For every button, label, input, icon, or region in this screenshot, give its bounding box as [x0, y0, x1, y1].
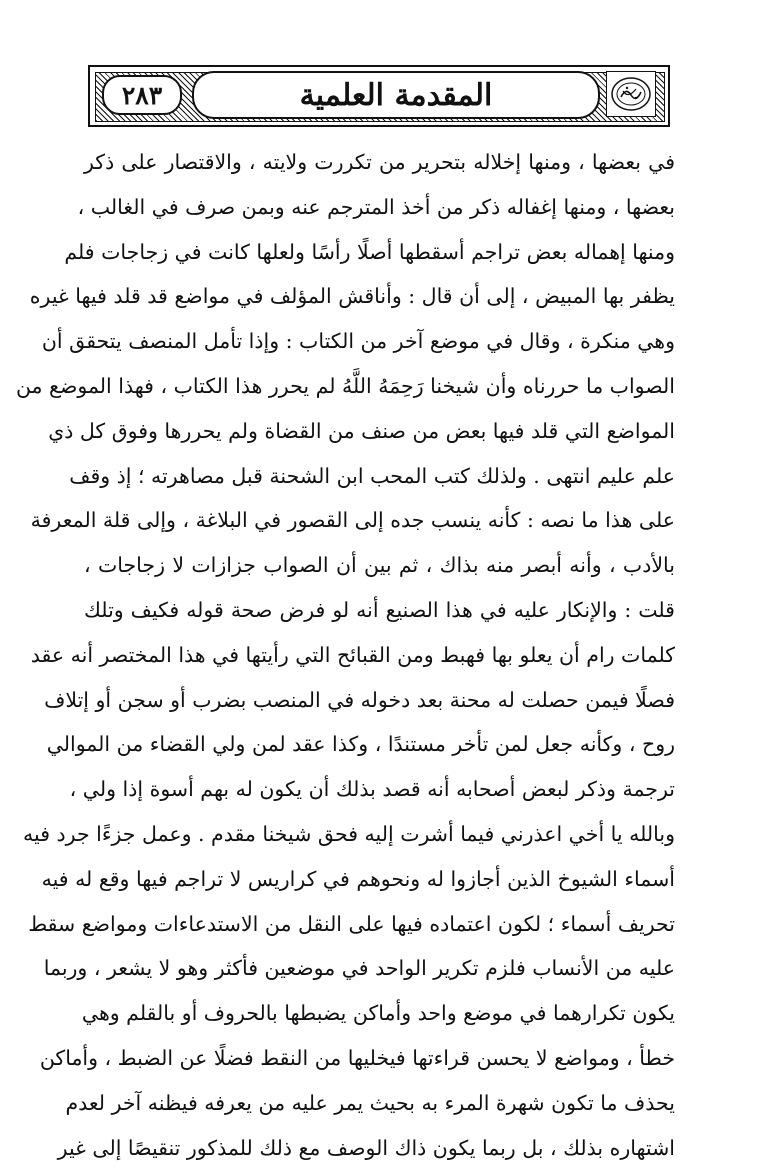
text-line: بعضها ، ومنها إغفاله ذكر من أخذ المترجم عنه وبمن صرف في الغالب ،	[77, 194, 675, 219]
text-line: ومنها إهماله بعض تراجم أسقطها أصلًا رأسًا ولعلها كانت في زجاجات فلم	[64, 239, 675, 264]
text-line: تحريف أسماء ؛ لكون اعتماده فيها على النقل من الاستدعاءات ومواضع سقط	[28, 911, 675, 936]
text-line: يظفر بها المبيض ، إلى أن قال : وأناقش المؤلف في مواضع قد قلد فيها غيره	[29, 284, 675, 309]
text-line: الصواب ما حررناه وأن شيخنا رَحِمَهُ اللَّهُ لم يحرر هذا الكتاب ، فهذا الموضع من	[15, 373, 675, 398]
text-line: ترجمة وذكر لبعض أصحابه أنه قصد بذلك أن يكون له بهم أسوة إذا ولي ،	[69, 777, 675, 802]
text-line: على هذا ما نصه : كأنه ينسب جده إلى القصور في البلاغة ، وإلى قلة المعرفة	[30, 508, 675, 533]
text-line: عليه من الأنساب فلزم تكرير الواحد في موضعين فأكثر وهو لا يشعر ، وربما	[43, 956, 675, 981]
text-line: قلت : والإنكار عليه في هذا الصنيع أنه لو فرض صحة قوله فكيف وتلك	[84, 597, 675, 622]
text-line: يحذف ما تكون شهرة المرء به بحيث يمر عليه من يعرفه فيظنه آخر لعدم	[65, 1090, 675, 1115]
text-line: روح ، وكأنه جعل لمن تأخر مستندًا ، وكذا عقد لمن ولي القضاء من الموالي	[46, 732, 675, 757]
chapter-title: المقدمة العلمية	[192, 71, 600, 119]
text-line: المواضع التي قلد فيها بعض من صنف من القضاة ولم يحررها وفوق كل ذي	[48, 418, 675, 443]
text-line: علم عليم انتهى . ولذلك كتب المحب ابن الشحنة قبل مصاهرته ؛ إذ وقف	[69, 463, 675, 488]
text-line: خطأ ، ومواضع لا يحسن قراءتها فيخليها من النقط فضلًا عن الضبط ، وأماكن	[39, 1045, 675, 1070]
running-header	[88, 65, 670, 127]
text-line: فصلًا فيمن حصلت له محنة بعد دخوله في المنصب بضرب أو سجن أو إتلاف	[44, 687, 675, 712]
text-line: يكون تكرارهما في موضع واحد وأماكن يضبطها بالحروف أو بالقلم وهي	[81, 1001, 675, 1026]
text-line: وهي منكرة ، وقال في موضع آخر من الكتاب : وإذا تأمل المنصف يتحقق أن	[41, 329, 675, 354]
text-line: اشتهاره بذلك ، بل ربما يكون ذاك الوصف مع ذلك للمذكور تنقيصًا إلى غير	[57, 1135, 675, 1160]
text-line: بالأدب ، وأنه أبصر منه بذاك ، ثم بين أن الصواب جزازات لا زجاجات ،	[84, 553, 675, 578]
body-text	[15, 140, 675, 1170]
page-number: ٢٨٣	[102, 75, 182, 115]
text-line: أسماء الشيوخ الذين أجازوا له ونحوهم في كراريس لا تراجم فيها وقع له فيه	[41, 866, 675, 891]
text-line: في بعضها ، ومنها إخلاله بتحرير من تكررت ولايته ، والاقتصار على ذكر	[84, 150, 675, 174]
calligraphy-medallion-icon	[606, 71, 656, 117]
text-line: كلمات رام أن يعلو بها فهبط ومن القبائح التي رأيتها في هذا المختصر أنه عقد	[30, 642, 675, 667]
text-line: وبالله يا أخي اعذرني فيما أشرت إليه فحق شيخنا مقدم . وعمل جزءًا جرد فيه	[23, 821, 675, 846]
